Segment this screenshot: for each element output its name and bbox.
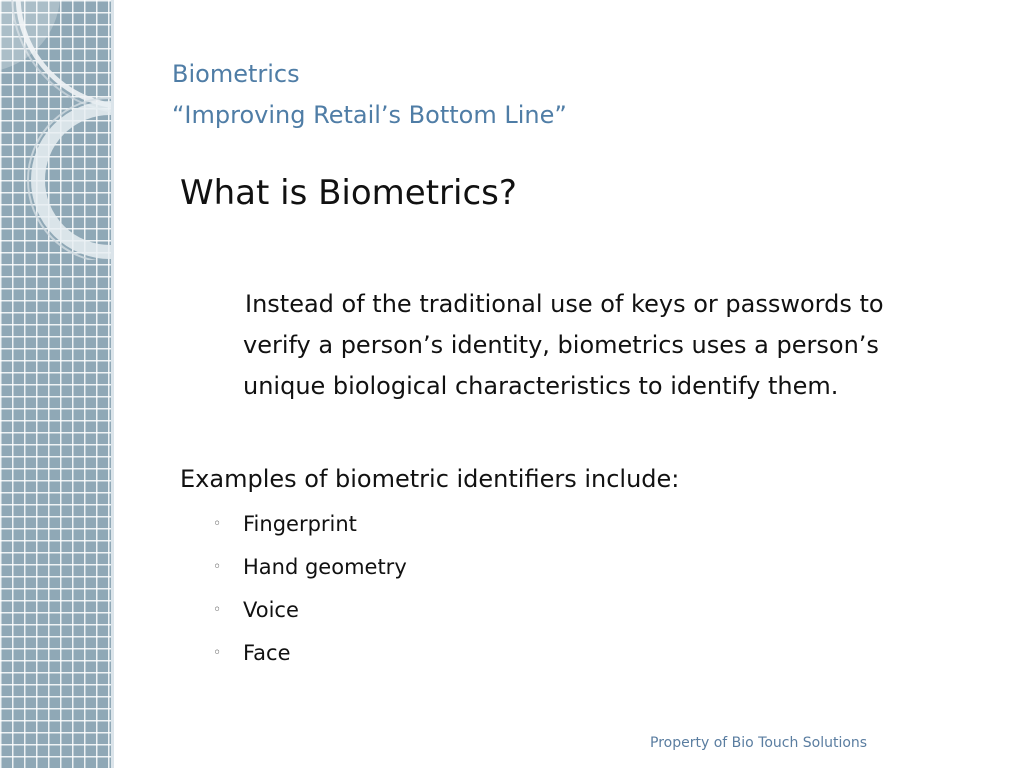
definition-paragraph	[243, 284, 1003, 407]
list-item	[213, 512, 407, 555]
slide-subtitle: “Improving Retail’s Bottom Line”	[172, 101, 567, 129]
definition-line: verify a person’s identity, biometrics uses a person’s	[243, 331, 879, 359]
list-item	[213, 598, 407, 641]
list-item-label: Hand geometry	[243, 555, 407, 579]
circle-bullet-icon: ◦	[213, 645, 222, 661]
slide-title: Biometrics	[172, 60, 300, 88]
list-item	[213, 555, 407, 598]
list-item	[213, 641, 407, 684]
footer-text: Property of Bio Touch Solutions	[650, 735, 868, 751]
definition-line: unique biological characteristics to identify them.	[243, 372, 839, 400]
decorative-rings	[0, 0, 114, 260]
circle-bullet-icon: ◦	[213, 516, 222, 532]
section-heading: What is Biometrics?	[180, 173, 517, 213]
examples-heading: Examples of biometric identifiers include:	[180, 465, 680, 493]
definition-line: Instead of the traditional use of keys or passwords to	[245, 290, 884, 318]
circle-bullet-icon: ◦	[213, 559, 222, 575]
list-item-label: Fingerprint	[243, 512, 357, 536]
list-item-label: Face	[243, 641, 291, 665]
sidebar-edge	[111, 0, 114, 768]
examples-list	[213, 512, 407, 684]
list-item-label: Voice	[243, 598, 299, 622]
decorative-grid-sidebar	[0, 0, 114, 768]
circle-bullet-icon: ◦	[213, 602, 222, 618]
